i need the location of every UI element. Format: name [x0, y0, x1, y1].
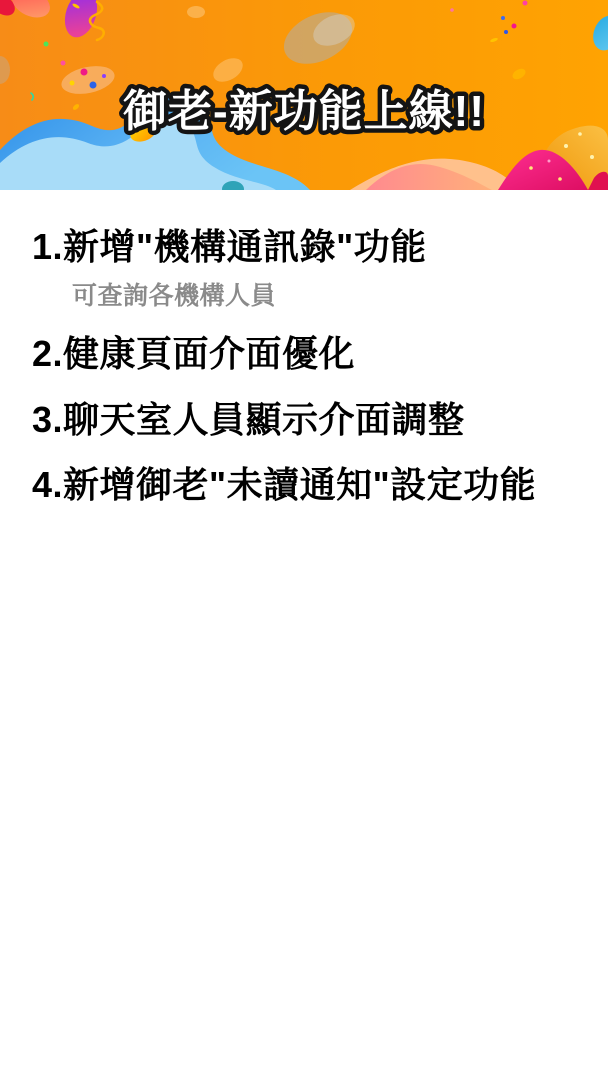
confetti-dot — [523, 1, 528, 6]
confetti-dot — [512, 24, 517, 29]
sparkle-dot — [529, 166, 533, 170]
banner-confetti-illustration — [0, 0, 608, 190]
banner-title: 御老-新功能上線!! — [123, 87, 485, 136]
confetti-dot — [90, 82, 97, 89]
sparkle-dot — [558, 177, 562, 181]
confetti-dot — [501, 16, 505, 20]
feature-item-2: 2.健康頁面介面優化 — [32, 333, 356, 375]
confetti-dot — [450, 8, 454, 12]
confetti-dot — [102, 74, 106, 78]
feature-item-4: 4.新增御老"未讀通知"設定功能 — [32, 464, 537, 506]
confetti-dot — [504, 30, 508, 34]
confetti-dot — [81, 69, 88, 76]
feature-item-1: 1.新增"機構通訊錄"功能 — [32, 226, 427, 267]
feature-item-1-note: 可查詢各機構人員 — [72, 282, 277, 311]
sparkle-dot — [590, 155, 594, 159]
sparkle-dot — [548, 160, 551, 163]
confetti-dot — [61, 61, 66, 66]
faint-blob-small — [187, 6, 205, 18]
announcement-banner — [0, 0, 608, 190]
confetti-dot — [44, 42, 49, 47]
feature-list — [0, 190, 608, 506]
sparkle-dot — [564, 144, 568, 148]
feature-item-3: 3.聊天室人員顯示介面調整 — [32, 398, 465, 440]
sparkle-dot — [578, 132, 582, 136]
confetti-dot — [70, 81, 75, 86]
